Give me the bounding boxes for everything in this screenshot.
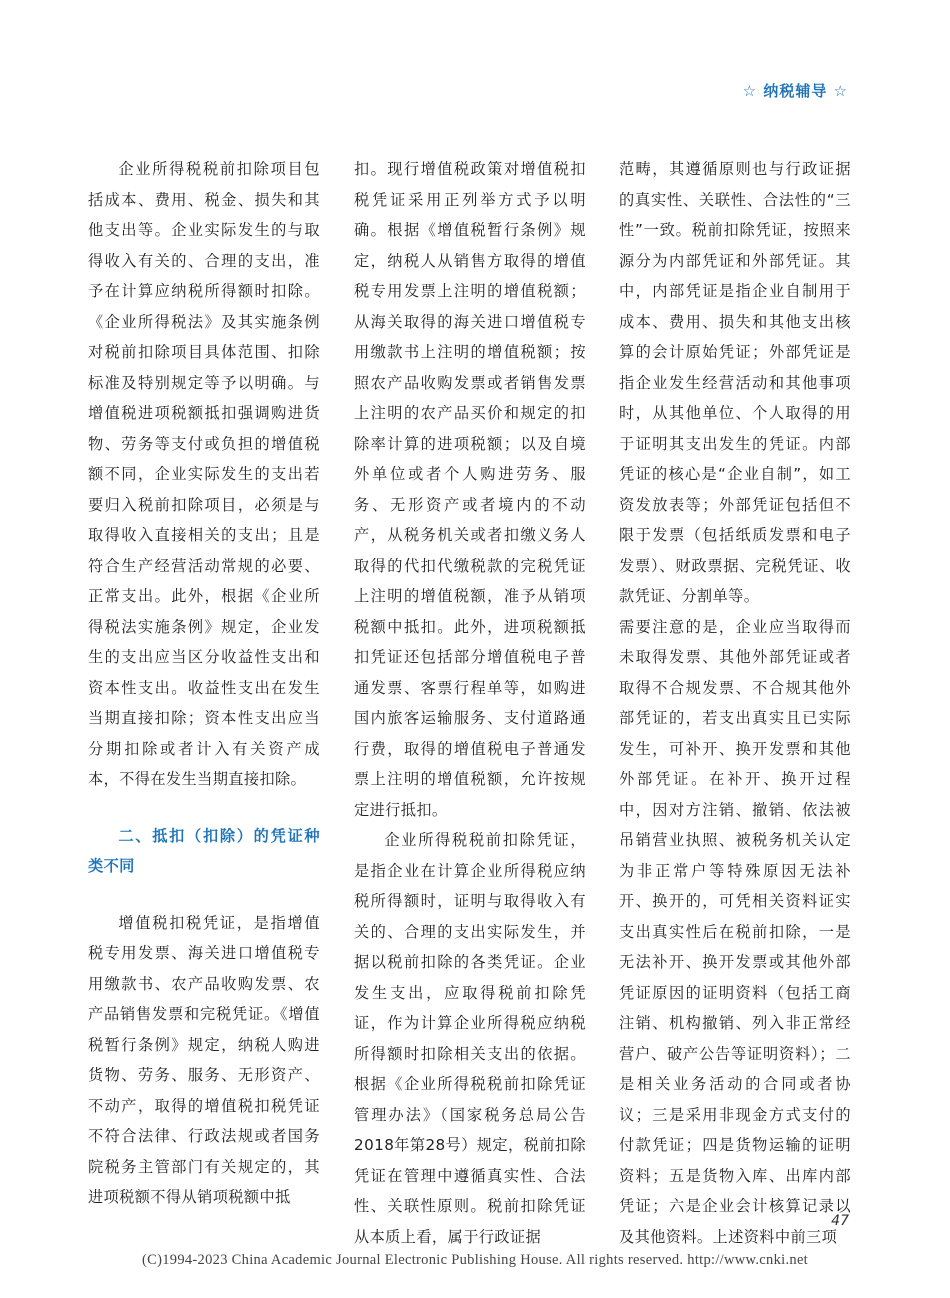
section-heading: 二、抵扣（扣除）的凭证种类不同 <box>88 826 320 875</box>
column1-paragraph-2: 增值税扣税凭证，是指增值税专用发票、海关进口增值税专用缴款书、农产品收购发票、农产品销售发票和完税凭证。《增值税暂行条例》规定，纳税人购进货物、劳务、服务、无形资产、不动产，取得的增值税扣税凭证不符合法律、行政法规或者国务院税务主管部门有关规定的，其进项税额不得从销项税额中抵 <box>88 913 320 1206</box>
page-number: 47 <box>831 1213 849 1229</box>
column3-paragraph-2: 需要注意的是，企业应当取得而未取得发票、其他外部凭证或者取得不合规发票、不合规其他外部凭证的，若支出真实且已实际发生，可补开、换开发票和其他外部凭证。在补开、换开过程中，因对方注销、撤销、依法被吊销营业执照、被税务机关认定为非正常户等特殊原因无法补开、换开的，可凭相关资料证实支出真实性后在税前扣除，一是无法补开、换开发票或其他外部凭证原因的证明资料（包括工商注销、机构撤销、列入非正常经营户、破产公告等证明资料）；二是相关业务活动的合同或者协议；三是采用非现金方式支付的付款凭证；四是货物运输的证明资料；五是货物入库、出库内部凭证；六是企业会计核算记录以及其他资料。上述资料中前三项 <box>619 617 851 1246</box>
column-3 <box>619 154 851 1252</box>
column-2 <box>354 154 586 1252</box>
section-label: ☆ 纳税辅导 ☆ <box>742 82 848 100</box>
copyright-footer: (C)1994-2023 China Academic Journal Electronic Publishing House. All rights reserved. http://www.cnki.net <box>141 1252 809 1268</box>
column-1 <box>88 154 320 1213</box>
column3-paragraph-1: 范畴，其遵循原则也与行政证据的真实性、关联性、合法性的“三性”一致。税前扣除凭证，按照来源分为内部凭证和外部凭证。其中，内部凭证是指企业自制用于成本、费用、损失和其他支出核算的会计原始凭证；外部凭证是指企业发生经营活动和其他事项时，从其他单位、个人取得的用于证明其支出发生的凭证。内部凭证的核心是“企业自制”，如工资发放表等；外部凭证包括但不限于发票（包括纸质发票和电子发票）、财政票据、完税凭证、收款凭证、分割单等。 <box>619 160 851 605</box>
column2-paragraph-1: 扣。现行增值税政策对增值税扣税凭证采用正列举方式予以明确。根据《增值税暂行条例》规定，纳税人从销售方取得的增值税专用发票上注明的增值税额；从海关取得的海关进口增值税专用缴款书上注明的增值税额；按照农产品收购发票或者销售发票上注明的农产品买价和规定的扣除率计算的进项税额；以及自境外单位或者个人购进劳务、服务、无形资产或者境内的不动产，从税务机关或者扣缴义务人取得的代扣代缴税款的完税凭证上注明的增值税额，准予从销项税额中抵扣。此外，进项税额抵扣凭证还包括部分增值税电子普通发票、客票行程单等，如购进国内旅客运输服务、支付道路通行费，取得的增值税电子普通发票上注明的增值税额，允许按规定进行抵扣。 <box>354 160 586 819</box>
column2-paragraph-2: 企业所得税税前扣除凭证，是指企业在计算企业所得税应纳税所得额时，证明与取得收入有关的、合理的支出实际发生，并据以税前扣除的各类凭证。企业发生支出，应取得税前扣除凭证，作为计算企业所得税应纳税所得额时扣除相关支出的依据。根据《企业所得税税前扣除凭证管理办法》（国家税务总局公告2018年第28号）规定，税前扣除凭证在管理中遵循真实性、合法性、关联性原则。税前扣除凭证从本质上看，属于行政证据 <box>354 831 586 1246</box>
column1-paragraph-1: 企业所得税税前扣除项目包括成本、费用、税金、损失和其他支出等。企业实际发生的与取得收入有关的、合理的支出，准予在计算应纳税所得额时扣除。《企业所得税法》及其实施条例对税前扣除项目具体范围、扣除标准及特别规定等予以明确。与增值税进项税额抵扣强调购进货物、劳务等支付或负担的增值税额不同，企业实际发生的支出若要归入税前扣除项目，必须是与取得收入直接相关的支出；且是符合生产经营活动常规的必要、正常支出。此外，根据《企业所得税法实施条例》规定，企业发生的支出应当区分收益性支出和资本性支出。收益性支出在发生当期直接扣除；资本性支出应当分期扣除或者计入有关资产成本，不得在发生当期直接扣除。 <box>88 160 320 788</box>
